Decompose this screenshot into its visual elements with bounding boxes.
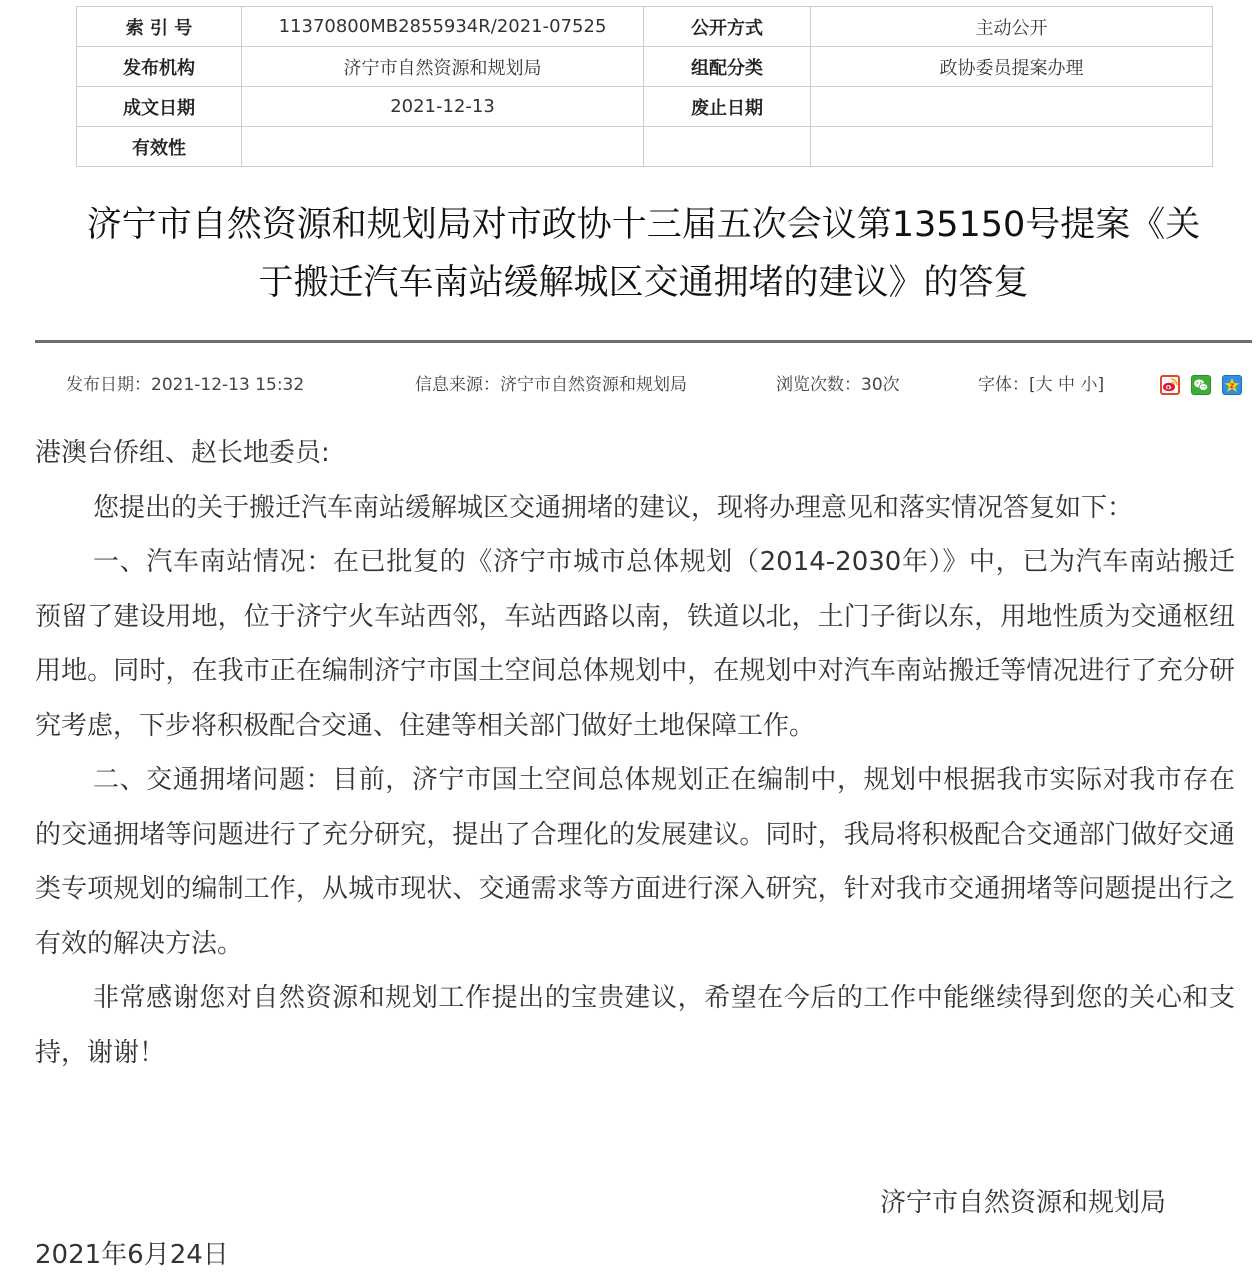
publish-date <box>66 372 304 398</box>
info-row-validity <box>77 127 1213 167</box>
font-size-label: 字体： <box>978 375 1029 395</box>
written-date-label: 成文日期 <box>77 87 242 127</box>
signature-organization: 济宁市自然资源和规划局 <box>880 1188 1167 1218</box>
font-size-controls <box>978 372 1104 398</box>
publish-date-value: 2021-12-13 15:32 <box>151 375 305 395</box>
body-paragraph-section-1: 一、汽车南站情况：在已批复的《济宁市城市总体规划（2014-2030年）》中，已为汽车南站搬迁预留了建设用地，位于济宁火车站西邻，车站西路以南，铁道以北，土门子街以东，用地性质为交通枢纽用地。同时，在我市正在编制济宁市国土空间总体规划中，在规划中对汽车南站搬迁等情况进行了充分研究考虑，下步将积极配合交通、住建等相关部门做好土地保障工作。 <box>35 547 1235 741</box>
font-size-large-button[interactable]: 大 <box>1035 375 1053 395</box>
index-number-value: 11370800MB2855934R/2021-07525 <box>242 7 644 47</box>
salutation: 港澳台侨组、赵长地委员: <box>35 438 330 468</box>
wechat-logo-icon <box>1193 377 1209 393</box>
title-divider <box>35 340 1252 343</box>
info-row-index <box>77 7 1213 47</box>
validity-label: 有效性 <box>77 127 242 167</box>
expiry-date-label: 废止日期 <box>644 87 811 127</box>
body-paragraph-section-2: 二、交通拥堵问题：目前，济宁市国土空间总体规划正在编制中，规划中根据我市实际对我市存在的交通拥堵等问题进行了充分研究，提出了合理化的发展建议。同时，我局将积极配合交通部门做好交通类专项规划的编制工作，从城市现状、交通需求等方面进行深入研究，针对我市交通拥堵等问题提出行之有效的解决方法。 <box>35 765 1235 959</box>
empty-value-cell <box>811 127 1213 167</box>
view-count-value: 30次 <box>861 375 900 395</box>
document-info-table <box>76 6 1213 167</box>
expiry-date-value <box>811 87 1213 127</box>
body-paragraph-intro: 您提出的关于搬迁汽车南站缓解城区交通拥堵的建议，现将办理意见和落实情况答复如下： <box>93 492 1134 523</box>
article-body <box>35 426 1235 1080</box>
font-bracket-open: [ <box>1029 375 1036 395</box>
wechat-share-icon[interactable] <box>1191 375 1211 395</box>
view-count <box>776 372 900 398</box>
publisher-label: 发布机构 <box>77 47 242 87</box>
page-title <box>35 196 1252 312</box>
info-source-label: 信息来源： <box>415 375 500 395</box>
page-title-line1: 济宁市自然资源和规划局对市政协十三届五次会议第135150号提案《关 <box>86 205 1201 245</box>
info-row-publisher <box>77 47 1213 87</box>
qzone-star-icon <box>1224 377 1240 393</box>
font-size-medium-button[interactable]: 中 <box>1058 375 1076 395</box>
article-meta-bar <box>0 372 1257 398</box>
font-size-small-button[interactable]: 小 <box>1080 375 1098 395</box>
info-row-dates <box>77 87 1213 127</box>
weibo-logo-icon <box>1162 377 1178 393</box>
publisher-value: 济宁市自然资源和规划局 <box>242 47 644 87</box>
empty-label-cell <box>644 127 811 167</box>
publish-date-label: 发布日期： <box>66 375 151 395</box>
page-title-line2: 于搬迁汽车南站缓解城区交通拥堵的建议》的答复 <box>258 263 1029 303</box>
category-label: 组配分类 <box>644 47 811 87</box>
weibo-share-icon[interactable] <box>1160 375 1180 395</box>
body-paragraph-closing: 非常感谢您对自然资源和规划工作提出的宝贵建议，希望在今后的工作中能继续得到您的关心和支持，谢谢！ <box>35 983 1235 1068</box>
svg-text:Z: Z <box>1229 383 1235 390</box>
info-source-value: 济宁市自然资源和规划局 <box>500 375 687 395</box>
category-value: 政协委员提案办理 <box>811 47 1213 87</box>
signature-date: 2021年6月24日 <box>35 1240 229 1270</box>
written-date-value: 2021-12-13 <box>242 87 644 127</box>
index-number-label: 索 引 号 <box>77 7 242 47</box>
info-source <box>415 372 687 398</box>
qzone-share-icon[interactable] <box>1222 375 1242 395</box>
font-bracket-close: ] <box>1097 375 1105 395</box>
disclosure-method-value: 主动公开 <box>811 7 1213 47</box>
view-count-label: 浏览次数： <box>776 375 861 395</box>
validity-value <box>242 127 644 167</box>
disclosure-method-label: 公开方式 <box>644 7 811 47</box>
